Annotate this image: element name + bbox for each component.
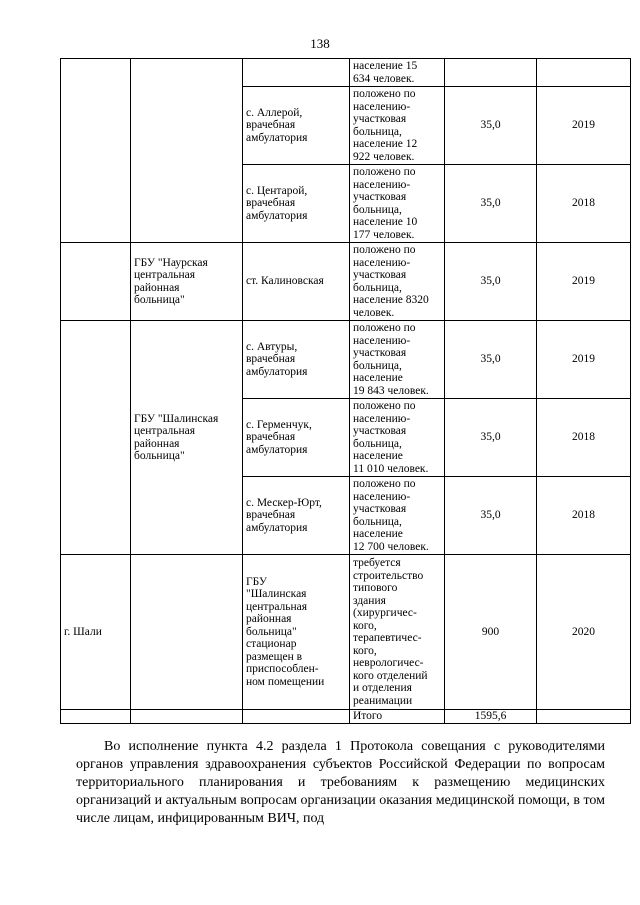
- body-paragraph: Во исполнение пункта 4.2 раздела 1 Протокола совещания с руководителями органов управления здравоохранения субъектов Российской Федерации по вопросам территориального планирования и требованиям к размещению медицинских организаций и актуальным вопросам организации оказания медицинской помощи, в том числе лицам, инфицированным ВИЧ, под: [76, 739, 605, 826]
- page-number: 138: [310, 36, 330, 51]
- region-cell: [61, 321, 131, 555]
- region-cell: [61, 243, 131, 321]
- year-cell: 2018: [537, 165, 631, 243]
- year-cell: 2019: [537, 321, 631, 399]
- year-cell: 2020: [537, 555, 631, 710]
- cost-cell: 35,0: [445, 165, 537, 243]
- facilities-table: [60, 58, 631, 724]
- object-cell: ГБУ "Шалинская центральная районная больница" стационар размещен в приспособлен- ном помещении: [243, 555, 350, 710]
- basis-cell: население 15 634 человек.: [350, 59, 445, 87]
- object-cell: с. Аллерой, врачебная амбулатория: [243, 87, 350, 165]
- org-cell: ГБУ "Наурская центральная районная больница": [131, 243, 243, 321]
- cost-cell: 35,0: [445, 477, 537, 555]
- empty-cell: [537, 710, 631, 724]
- basis-cell: положено по населению- участковая больница, население 8320 человек.: [350, 243, 445, 321]
- empty-cell: [243, 710, 350, 724]
- region-cell: [61, 59, 131, 243]
- total-value: 1595,6: [445, 710, 537, 724]
- org-cell: [131, 59, 243, 243]
- cost-cell: 900: [445, 555, 537, 710]
- empty-cell: [131, 710, 243, 724]
- cost-cell: 35,0: [445, 87, 537, 165]
- basis-cell: требуется строительство типового здания (хирургичес- кого, терапевтичес- кого, неврологичес- кого отделений и отделения реанимации: [350, 555, 445, 710]
- object-cell: с. Автуры, врачебная амбулатория: [243, 321, 350, 399]
- cost-cell: [445, 59, 537, 87]
- cost-cell: 35,0: [445, 399, 537, 477]
- basis-cell: положено по населению- участковая больница, население 12 922 человек.: [350, 87, 445, 165]
- year-cell: 2019: [537, 87, 631, 165]
- table-row: [61, 243, 631, 321]
- cost-cell: 35,0: [445, 243, 537, 321]
- basis-cell: положено по населению- участковая больница, население 12 700 человек.: [350, 477, 445, 555]
- object-cell: с. Центарой, врачебная амбулатория: [243, 165, 350, 243]
- object-cell: ст. Калиновская: [243, 243, 350, 321]
- object-cell: с. Герменчук, врачебная амбулатория: [243, 399, 350, 477]
- basis-cell: положено по населению- участковая больница, население 11 010 человек.: [350, 399, 445, 477]
- table-row: [61, 59, 631, 87]
- year-cell: [537, 59, 631, 87]
- cost-cell: 35,0: [445, 321, 537, 399]
- object-cell: с. Мескер-Юрт, врачебная амбулатория: [243, 477, 350, 555]
- total-row: [61, 710, 631, 724]
- year-cell: 2018: [537, 399, 631, 477]
- region-cell: г. Шали: [61, 555, 131, 710]
- basis-cell: положено по населению- участковая больница, население 19 843 человек.: [350, 321, 445, 399]
- table-row: [61, 321, 631, 399]
- empty-cell: [61, 710, 131, 724]
- year-cell: 2018: [537, 477, 631, 555]
- org-cell: ГБУ "Шалинская центральная районная больница": [131, 321, 243, 555]
- basis-cell: положено по населению- участковая больница, население 10 177 человек.: [350, 165, 445, 243]
- total-label: Итого: [350, 710, 445, 724]
- object-cell: [243, 59, 350, 87]
- year-cell: 2019: [537, 243, 631, 321]
- org-cell: [131, 555, 243, 710]
- table-row: [61, 555, 631, 710]
